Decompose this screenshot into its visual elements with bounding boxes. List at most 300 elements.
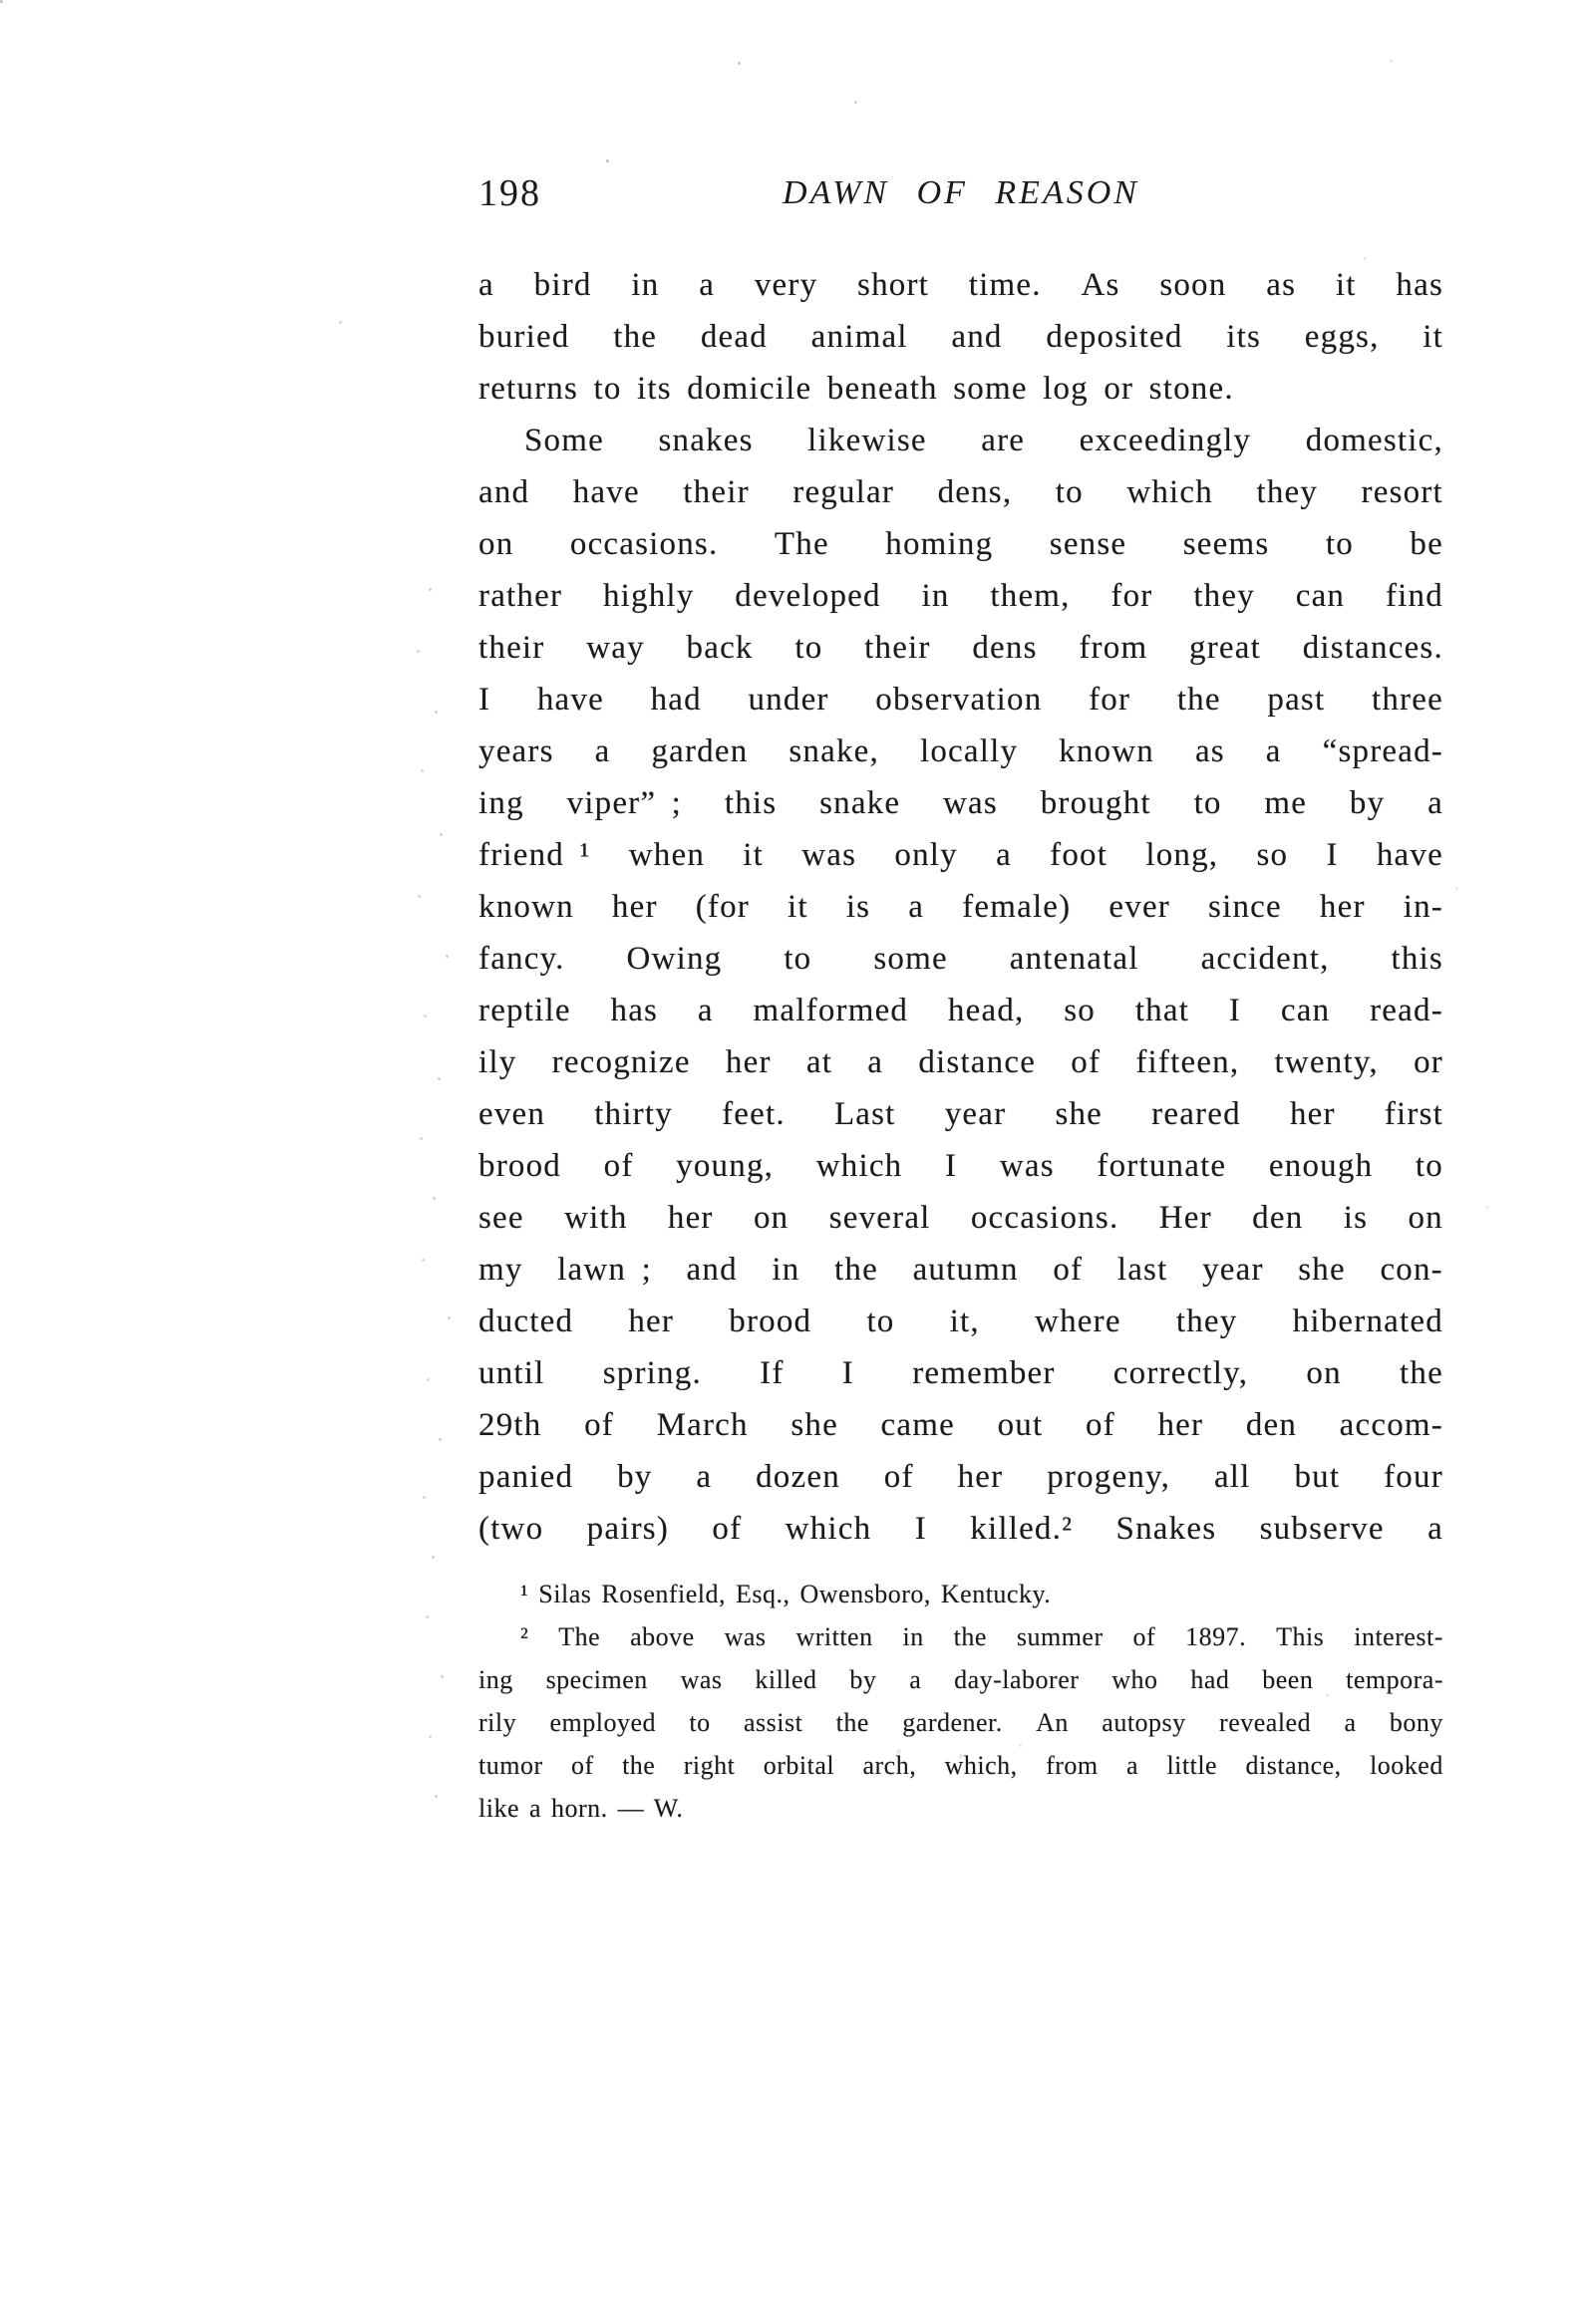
word: arch, <box>862 1751 917 1780</box>
word: a <box>1427 785 1443 821</box>
word: her <box>667 1200 714 1236</box>
word: this <box>1391 941 1443 977</box>
text-line <box>478 415 1443 466</box>
word: As <box>1081 267 1120 303</box>
word: snake, <box>789 733 879 769</box>
word: ducted <box>478 1304 574 1339</box>
word: correctly, <box>1112 1355 1249 1391</box>
word: I <box>914 1511 927 1547</box>
word: have <box>572 474 640 510</box>
text-line <box>478 1451 1443 1503</box>
footnote-line: ¹ Silas Rosenfield, Esq., Owensboro, Kentucky. <box>520 1580 1052 1608</box>
word: first <box>1384 1096 1443 1132</box>
word: which <box>815 1148 903 1184</box>
word: by <box>849 1665 877 1694</box>
word: some <box>873 941 948 977</box>
word: An <box>1036 1708 1069 1737</box>
word: it <box>1335 267 1357 303</box>
word: is <box>845 889 871 925</box>
body-text <box>478 259 1443 1555</box>
text-line <box>478 674 1443 726</box>
word: March <box>656 1407 749 1443</box>
word: hibernated <box>1292 1304 1443 1339</box>
word: con- <box>1380 1252 1443 1288</box>
word: to <box>866 1304 895 1339</box>
word: assist <box>743 1708 803 1737</box>
text-line <box>478 1244 1443 1296</box>
word: (for <box>695 889 750 925</box>
word: reared <box>1151 1096 1241 1132</box>
word: observation <box>875 682 1043 718</box>
word: it <box>1423 319 1443 355</box>
word: of <box>571 1751 594 1780</box>
word: animal <box>810 319 908 355</box>
word: subserve <box>1259 1511 1385 1547</box>
word: a <box>909 1665 922 1694</box>
word: are <box>981 423 1026 458</box>
word: it, <box>949 1304 980 1339</box>
word: her <box>1319 889 1366 925</box>
word: of <box>1085 1407 1115 1443</box>
word: out <box>997 1407 1044 1443</box>
word: it <box>788 889 808 925</box>
word: where <box>1035 1304 1121 1339</box>
word: for <box>1089 682 1131 718</box>
word: bony <box>1389 1708 1443 1737</box>
word: four <box>1384 1459 1443 1495</box>
word: gardener. <box>902 1708 1003 1737</box>
word: to <box>1415 1148 1443 1184</box>
word: that <box>1134 993 1190 1028</box>
word: from <box>1079 630 1148 666</box>
text-line <box>478 726 1443 777</box>
word: their <box>478 630 545 666</box>
word: the <box>834 1252 878 1288</box>
word: a <box>996 837 1012 873</box>
word: rily <box>478 1708 517 1737</box>
word: on <box>1408 1200 1443 1236</box>
footnote-line <box>478 1701 1443 1744</box>
word: The <box>774 526 829 562</box>
word: garden <box>651 733 749 769</box>
word: accom- <box>1339 1407 1443 1443</box>
word: year <box>944 1096 1007 1132</box>
word: occasions. <box>970 1200 1119 1236</box>
word: and <box>951 319 1003 355</box>
word: a <box>1126 1751 1139 1780</box>
word: she <box>790 1407 838 1443</box>
word: the <box>1176 682 1221 718</box>
word: which, <box>944 1751 1018 1780</box>
text-line <box>478 777 1443 829</box>
word: soon <box>1159 267 1227 303</box>
word: even <box>478 1096 546 1132</box>
word: sense <box>1049 526 1127 562</box>
word: snakes <box>658 423 754 458</box>
word: fancy. <box>478 941 565 977</box>
word: in <box>921 578 950 614</box>
word: ever <box>1108 889 1170 925</box>
word: a <box>478 267 494 303</box>
word: Her <box>1158 1200 1212 1236</box>
footnotes <box>478 1573 1443 1830</box>
word: homing <box>885 526 994 562</box>
word: but <box>1294 1459 1341 1495</box>
word: tumor <box>478 1751 543 1780</box>
text-line <box>478 570 1443 622</box>
text-line <box>478 1503 1443 1555</box>
word: year <box>1202 1252 1264 1288</box>
word: specimen <box>545 1665 648 1694</box>
word: The <box>558 1622 601 1651</box>
word: since <box>1208 889 1282 925</box>
word: dead <box>700 319 768 355</box>
word: past <box>1267 682 1326 718</box>
text-line <box>478 933 1443 985</box>
text-line <box>478 1140 1443 1192</box>
scan-speckles <box>0 0 3 3</box>
word: regular <box>792 474 895 510</box>
word: on <box>1306 1355 1342 1391</box>
word: the <box>613 319 658 355</box>
text-line <box>478 1296 1443 1347</box>
word: several <box>828 1200 931 1236</box>
word: which <box>785 1511 872 1547</box>
word: they <box>1256 474 1319 510</box>
word: I <box>1228 993 1242 1028</box>
word: they <box>1175 1304 1238 1339</box>
word: in <box>631 267 660 303</box>
text-line <box>478 1088 1443 1140</box>
word: this <box>724 785 778 821</box>
word: foot <box>1050 837 1108 873</box>
word: for <box>1110 578 1153 614</box>
word: back <box>686 630 754 666</box>
word: looked <box>1370 1751 1443 1780</box>
word: last <box>1116 1252 1168 1288</box>
word: thirty <box>594 1096 673 1132</box>
word: bird <box>533 267 592 303</box>
text-line <box>478 1399 1443 1451</box>
word: fifteen, <box>1135 1044 1240 1080</box>
word: find <box>1385 578 1443 614</box>
text-line <box>478 985 1443 1036</box>
word: a <box>867 1044 884 1080</box>
word: remember <box>912 1355 1056 1391</box>
word: rather <box>478 578 563 614</box>
word: to <box>1193 785 1222 821</box>
word: with <box>564 1200 628 1236</box>
word: Snakes <box>1115 1511 1217 1547</box>
word: brought <box>1040 785 1151 821</box>
word: tempora- <box>1346 1665 1443 1694</box>
word: time. <box>968 267 1042 303</box>
word: on <box>478 526 514 562</box>
word: den <box>1245 1407 1298 1443</box>
word: until <box>478 1355 545 1391</box>
word: autopsy <box>1102 1708 1186 1737</box>
word: was <box>999 1148 1055 1184</box>
word: Last <box>833 1096 896 1132</box>
word: from <box>1046 1751 1099 1780</box>
word: of <box>883 1459 914 1495</box>
word: have <box>536 682 604 718</box>
word: a <box>1344 1708 1357 1737</box>
word: had <box>1190 1665 1230 1694</box>
word: was <box>801 837 857 873</box>
word: as <box>1266 267 1297 303</box>
footnote-line: like a horn. — W. <box>478 1794 684 1823</box>
word: me <box>1264 785 1308 821</box>
word: locally <box>919 733 1019 769</box>
word: 1897. <box>1185 1622 1247 1651</box>
word: I <box>945 1148 958 1184</box>
word: killed <box>755 1665 817 1694</box>
word: be <box>1410 526 1443 562</box>
word: all <box>1213 1459 1251 1495</box>
word: and <box>478 474 530 510</box>
word: right <box>683 1751 736 1780</box>
word: by <box>1349 785 1386 821</box>
word: young, <box>676 1148 775 1184</box>
word: her <box>725 1044 772 1080</box>
word: have <box>1376 837 1443 873</box>
word: a <box>908 889 925 925</box>
word: the <box>1400 1355 1443 1391</box>
word: of <box>584 1407 614 1443</box>
text-line <box>478 622 1443 674</box>
word: “spread- <box>1322 733 1443 769</box>
word: was <box>943 785 998 821</box>
word: ing <box>478 785 524 821</box>
word: of <box>1132 1622 1156 1651</box>
word: a <box>1265 733 1282 769</box>
text-line <box>478 259 1443 311</box>
word: a <box>594 733 611 769</box>
footnote-line <box>478 1658 1443 1701</box>
word: see <box>478 1200 524 1236</box>
word: or <box>1414 1044 1443 1080</box>
word: progeny, <box>1047 1459 1171 1495</box>
word: them, <box>990 578 1071 614</box>
word: likewise <box>807 423 927 458</box>
word: pairs) <box>586 1511 670 1547</box>
word: domestic, <box>1305 423 1443 458</box>
word: a <box>696 1459 713 1495</box>
word: and <box>686 1252 738 1288</box>
word: If <box>760 1355 785 1391</box>
word: a <box>699 267 716 303</box>
word: who <box>1111 1665 1158 1694</box>
word: distance <box>918 1044 1037 1080</box>
word: to <box>784 941 812 977</box>
word: (two <box>478 1511 544 1547</box>
word: employed <box>549 1708 656 1737</box>
word: spring. <box>602 1355 702 1391</box>
word: twenty, <box>1274 1044 1379 1080</box>
word: of <box>1071 1044 1102 1080</box>
text-line <box>478 518 1443 570</box>
word: the <box>835 1708 869 1737</box>
word: of <box>712 1511 743 1547</box>
word: on <box>753 1200 790 1236</box>
word: was <box>724 1622 767 1651</box>
word: killed.² <box>970 1511 1074 1547</box>
word: long, <box>1145 837 1219 873</box>
word: eggs, <box>1304 319 1380 355</box>
word: is <box>1343 1200 1369 1236</box>
word: three <box>1371 682 1443 718</box>
word: to <box>689 1708 711 1737</box>
word: day-laborer <box>954 1665 1080 1694</box>
word: they <box>1193 578 1255 614</box>
word: was <box>680 1665 723 1694</box>
word: autumn <box>912 1252 1019 1288</box>
text-line <box>478 1192 1443 1244</box>
word: to <box>1055 474 1084 510</box>
word: developed <box>735 578 881 614</box>
word: can <box>1295 578 1346 614</box>
text-line <box>478 311 1443 363</box>
word: her <box>611 889 658 925</box>
word: of <box>603 1148 634 1184</box>
word: resort <box>1361 474 1443 510</box>
word: in <box>902 1622 924 1651</box>
page-number: 198 <box>478 172 541 214</box>
word: revealed <box>1219 1708 1312 1737</box>
word: so <box>1256 837 1289 873</box>
word: dozen <box>756 1459 840 1495</box>
word: head, <box>947 993 1025 1028</box>
word: lawn ; <box>557 1252 652 1288</box>
word: occasions. <box>569 526 719 562</box>
text-line <box>478 829 1443 881</box>
word: brood <box>478 1148 561 1184</box>
word: under <box>748 682 829 718</box>
word: little <box>1166 1751 1218 1780</box>
word: antenatal <box>1009 941 1139 977</box>
word: her <box>628 1304 675 1339</box>
word: distances. <box>1302 630 1443 666</box>
running-title: DAWN OF REASON <box>783 174 1139 211</box>
word: enough <box>1268 1148 1374 1184</box>
word: my <box>478 1252 523 1288</box>
word: a <box>697 993 714 1028</box>
word: the <box>622 1751 656 1780</box>
word: snake <box>819 785 901 821</box>
word: I <box>841 1355 854 1391</box>
text-line: returns to its domicile beneath some log or stone. <box>478 371 1234 407</box>
word: viper” ; <box>566 785 683 821</box>
word: I <box>1326 837 1339 873</box>
word: has <box>610 993 659 1028</box>
word: she <box>1298 1252 1346 1288</box>
word: been <box>1262 1665 1314 1694</box>
word: recognize <box>551 1044 691 1080</box>
text-line <box>478 881 1443 933</box>
word: dens <box>972 630 1038 666</box>
word: Owing <box>626 941 723 977</box>
word: by <box>617 1459 653 1495</box>
word: its <box>1226 319 1262 355</box>
word: can <box>1280 993 1331 1028</box>
word: feet. <box>722 1096 786 1132</box>
word: the <box>953 1622 987 1651</box>
word: known <box>1059 733 1154 769</box>
word: years <box>478 733 554 769</box>
word: written <box>795 1622 873 1651</box>
word: buried <box>478 319 570 355</box>
word: fortunate <box>1097 1148 1227 1184</box>
word: to <box>794 630 823 666</box>
word: orbital <box>763 1751 835 1780</box>
word: 29th <box>478 1407 542 1443</box>
word: her <box>957 1459 1004 1495</box>
word: deposited <box>1046 319 1183 355</box>
word: above <box>630 1622 695 1651</box>
word: exceedingly <box>1079 423 1252 458</box>
word: it <box>743 837 765 873</box>
word: of <box>1053 1252 1084 1288</box>
footnote-line <box>478 1744 1443 1787</box>
word: malformed <box>753 993 909 1028</box>
word: at <box>805 1044 833 1080</box>
word: friend ¹ <box>478 837 591 873</box>
word: seems <box>1182 526 1270 562</box>
word: when <box>628 837 706 873</box>
text-line <box>478 1036 1443 1088</box>
word: their <box>864 630 931 666</box>
word: I <box>478 682 491 718</box>
word: a <box>1427 1511 1443 1547</box>
word: great <box>1189 630 1261 666</box>
text-line <box>478 466 1443 518</box>
word: only <box>894 837 958 873</box>
page-header <box>478 167 1443 227</box>
word: known <box>478 889 574 925</box>
word: in <box>772 1252 800 1288</box>
word: ily <box>478 1044 517 1080</box>
word: very <box>754 267 818 303</box>
word: summer <box>1016 1622 1104 1651</box>
word: to <box>1325 526 1354 562</box>
word: ing <box>478 1665 513 1694</box>
footnote-line <box>478 1615 1443 1658</box>
word: This <box>1276 1622 1325 1651</box>
word: dens, <box>937 474 1013 510</box>
word: female) <box>962 889 1072 925</box>
word: interest- <box>1354 1622 1443 1651</box>
word: in- <box>1403 889 1443 925</box>
word: came <box>880 1407 955 1443</box>
word: read- <box>1370 993 1443 1028</box>
word: as <box>1194 733 1225 769</box>
word: which <box>1126 474 1213 510</box>
word: her <box>1157 1407 1204 1443</box>
word: so <box>1064 993 1097 1028</box>
word: accident, <box>1200 941 1330 977</box>
word: Some <box>524 423 604 458</box>
word: has <box>1396 267 1443 303</box>
word: short <box>857 267 930 303</box>
word: reptile <box>478 993 571 1028</box>
word: she <box>1055 1096 1104 1132</box>
word: her <box>1289 1096 1336 1132</box>
word: brood <box>729 1304 812 1339</box>
word: panied <box>478 1459 574 1495</box>
word: distance, <box>1245 1751 1342 1780</box>
word: had <box>650 682 702 718</box>
